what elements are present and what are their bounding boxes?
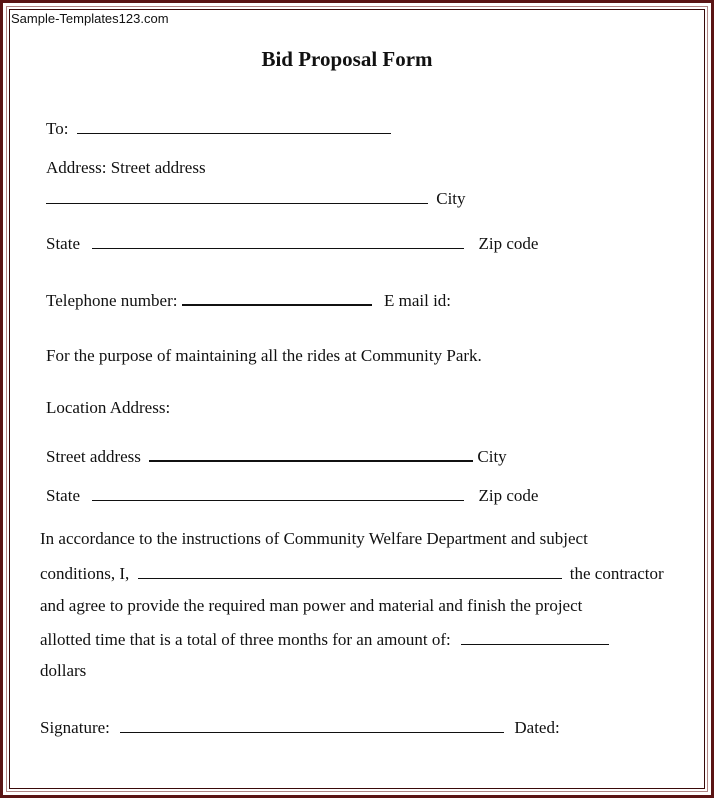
dated-label: Dated:	[514, 718, 560, 737]
paragraph-line-1: In accordance to the instructions of Community Welfare Department and subject	[40, 529, 588, 548]
city2-label: City	[477, 447, 507, 466]
city-label: City	[436, 189, 466, 208]
street-label: Street address	[46, 447, 141, 466]
telephone-row	[46, 289, 451, 311]
signature-label: Signature:	[40, 718, 110, 737]
to-blank[interactable]	[77, 118, 391, 134]
signature-row	[40, 717, 560, 738]
zip2-label: Zip code	[478, 486, 539, 505]
state-row	[46, 233, 538, 254]
paragraph-line-2	[40, 563, 664, 584]
state-label: State	[46, 234, 80, 253]
to-row	[46, 118, 391, 139]
telephone-label: Telephone number:	[46, 291, 178, 310]
state-blank[interactable]	[92, 233, 464, 249]
address-row	[46, 188, 466, 209]
zip-label: Zip code	[478, 234, 539, 253]
street-address-blank[interactable]	[46, 188, 428, 204]
form-title: Bid Proposal Form	[261, 47, 433, 71]
to-label: To:	[46, 119, 69, 138]
location-label: Location Address:	[46, 398, 171, 417]
location-state-blank[interactable]	[92, 485, 464, 501]
paragraph-line-5: dollars	[40, 661, 87, 680]
location-state-row	[46, 485, 538, 506]
address-label: Address: Street address	[46, 158, 206, 177]
signature-blank[interactable]	[120, 717, 504, 733]
location-street-blank[interactable]	[149, 445, 473, 462]
purpose-text: For the purpose of maintaining all the rides at Community Park.	[46, 346, 482, 365]
paragraph-line-4	[40, 629, 609, 650]
paragraph-line-2-start: conditions, I,	[40, 564, 130, 583]
telephone-blank[interactable]	[182, 289, 372, 306]
amount-blank[interactable]	[461, 629, 609, 645]
location-street-row	[46, 445, 507, 467]
contractor-name-blank[interactable]	[138, 563, 562, 579]
paragraph-line-2-end: the contractor	[569, 564, 664, 583]
state2-label: State	[46, 486, 80, 505]
paragraph-line-3: and agree to provide the required man power and material and finish the project	[40, 596, 583, 615]
paragraph-line-4-text: allotted time that is a total of three months for an amount of:	[40, 630, 451, 649]
watermark: Sample-Templates123.com	[11, 11, 169, 26]
email-label: E mail id:	[383, 291, 452, 310]
